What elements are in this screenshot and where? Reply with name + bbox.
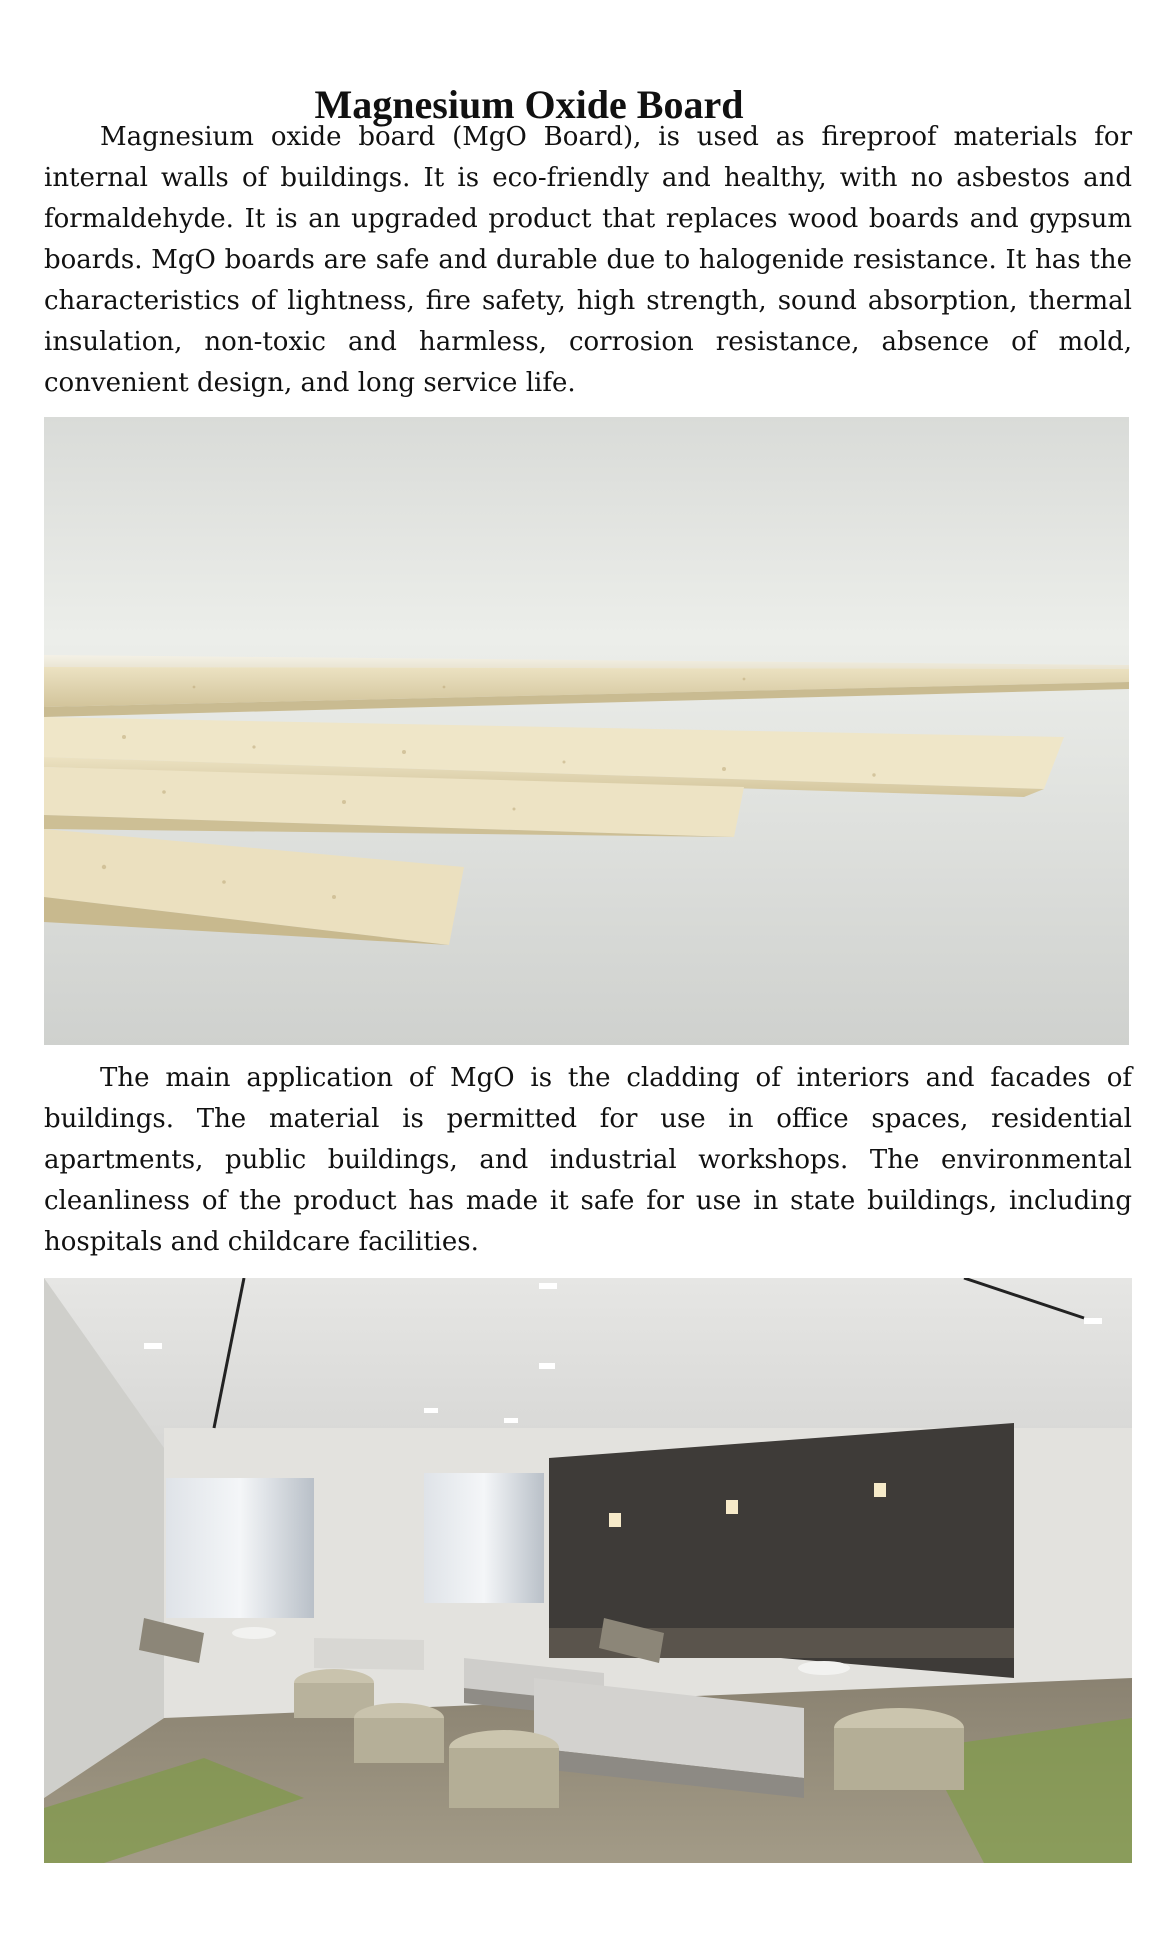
mgo-board-stack-photo	[44, 417, 1129, 1045]
office-lounge-photo	[44, 1278, 1132, 1863]
application-paragraph: The main application of MgO is the cladding of interiors and facades of buildings. The material is permitted for use in office spaces, residential apartments, public buildings, and industrial workshops. The environmental cleanliness of the product has made it safe for use in state buildings, including hospitals and childcare facilities.	[44, 1063, 1132, 1257]
intro-paragraph: Magnesium oxide board (MgO Board), is used as fireproof materials for internal walls of buildings. It is eco-friendly and healthy, with no asbestos and formaldehyde. It is an upgraded product that replaces wood boards and gypsum boards. MgO boards are safe and durable due to halogenide resistance. It has the characteristics of lightness, fire safety, high strength, sound absorption, thermal insulation, non-toxic and harmless, corrosion resistance, absence of mold, convenient design, and long service life.	[44, 122, 1132, 398]
page-title: Magnesium Oxide Board	[314, 81, 744, 127]
